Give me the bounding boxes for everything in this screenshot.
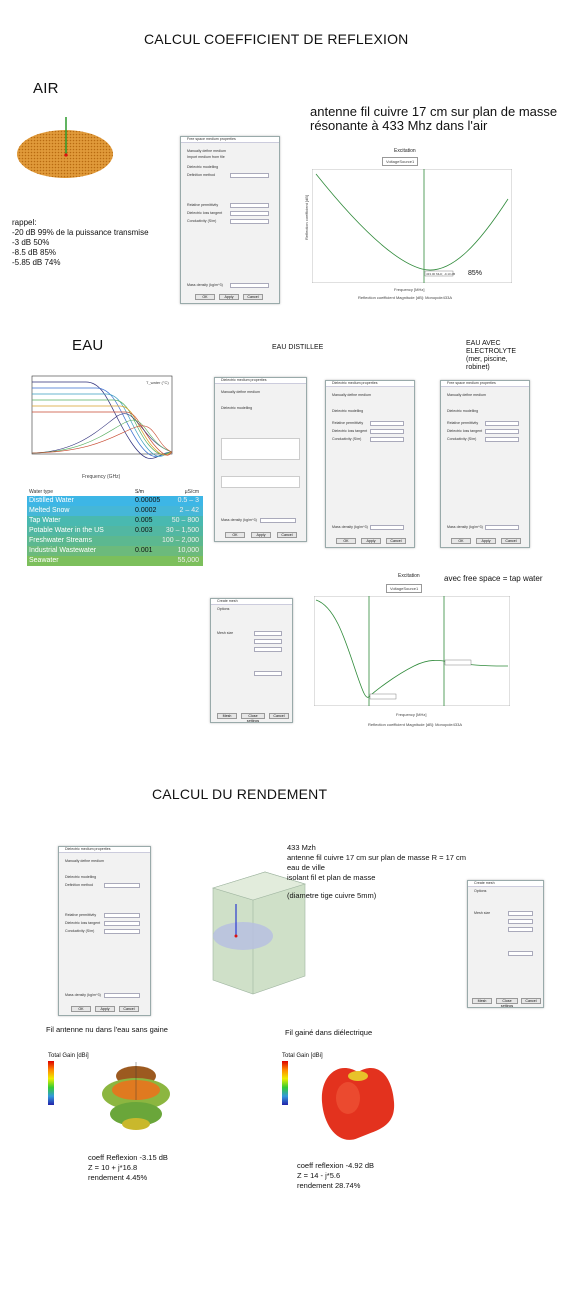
legend-title: Total Gain [dBi] <box>282 1053 323 1059</box>
electrolyte-dialog[interactable] <box>440 380 530 548</box>
tab-dielectric[interactable]: Dielectric modelling <box>187 165 219 169</box>
result-line: rendement 28.74% <box>297 1181 361 1190</box>
permittivity-input[interactable] <box>104 913 140 918</box>
cell-name: Freshwater Streams <box>29 537 93 544</box>
massdensity-input[interactable] <box>370 525 404 530</box>
cell-us: 100 – 2,000 <box>162 537 199 544</box>
wire-radius-input[interactable] <box>508 951 533 956</box>
result-line: coeff Reflexion -3.15 dB <box>88 1153 168 1162</box>
cancel-button[interactable]: Cancel <box>119 1006 139 1012</box>
radio-manual[interactable]: Manually define medium <box>65 859 104 863</box>
permittivity-label: Relative permittivity <box>332 421 364 425</box>
desc-line <box>287 883 466 891</box>
desc-line: 433 Mzh <box>287 843 316 852</box>
air-heading-2: résonante à 433 Mhz dans l'air <box>310 118 488 133</box>
ok-button[interactable]: OK <box>451 538 471 544</box>
cell-name: Industrial Wastewater <box>29 547 97 554</box>
distilled-dialog[interactable] <box>214 377 307 542</box>
tab-dielectric[interactable]: Dielectric modelling <box>332 409 364 413</box>
air-medium-dialog[interactable] <box>180 136 280 304</box>
conductivity-input[interactable] <box>485 437 519 442</box>
massdensity-label: Mass density (kg/m^3) <box>187 283 223 287</box>
cell-sm: 0.005 <box>135 517 153 524</box>
loss-input[interactable] <box>104 921 140 926</box>
conductivity-input[interactable] <box>104 929 140 934</box>
tab-dielectric[interactable]: Dielectric modelling <box>447 409 479 413</box>
table-row <box>27 546 203 556</box>
rendement-description <box>287 843 466 901</box>
cancel-button[interactable]: Cancel <box>521 998 541 1004</box>
left-results <box>88 1153 168 1183</box>
massdensity-input[interactable] <box>230 283 269 288</box>
tab-dielectric[interactable]: Dielectric modelling <box>221 406 253 410</box>
plot-title: Excitation <box>398 573 420 579</box>
loss-label: Dielectric loss tangent <box>332 429 368 433</box>
permittivity-input[interactable] <box>370 421 404 426</box>
massdensity-label: Mass density (kg/m^3) <box>447 525 483 529</box>
graph-x-label: Frequency (GHz) <box>82 474 121 480</box>
marker-label: 433.00 MHz; -9.10 dB <box>426 272 456 276</box>
header-cell: S/m <box>135 489 144 495</box>
cancel-button[interactable]: Cancel <box>277 532 297 538</box>
conductivity-label: Conductivity (S/m) <box>65 929 95 933</box>
permittivity-graph <box>16 372 176 484</box>
rendement-medium-dialog[interactable] <box>58 846 151 1016</box>
edge-length-input[interactable] <box>254 639 282 644</box>
apply-button[interactable]: Apply <box>361 538 381 544</box>
desc-line: antenne fil cuivre 17 cm sur plan de masse R = 17 cm <box>287 853 467 862</box>
radio-manual[interactable]: Manually define medium <box>447 393 486 397</box>
apply-button[interactable]: Apply <box>476 538 496 544</box>
conductivity-input[interactable] <box>370 437 404 442</box>
massdensity-input[interactable] <box>260 518 296 523</box>
section-eau-title: EAU <box>72 337 104 354</box>
dialog-title: Free space medium properties <box>441 381 529 387</box>
massdensity-label: Mass density (kg/m^3) <box>332 525 368 529</box>
table-row <box>27 516 203 526</box>
percent-label: 85% <box>468 270 483 277</box>
result-line: rendement 4.45% <box>88 1173 148 1182</box>
air-heading-1: antenne fil cuivre 17 cm sur plan de masse <box>310 104 558 119</box>
permittivity-label: Relative permittivity <box>65 913 97 917</box>
rappel-block <box>12 218 149 268</box>
cancel-button[interactable]: Cancel <box>243 294 263 300</box>
loss-input[interactable] <box>485 429 519 434</box>
cancel-button[interactable]: Cancel <box>386 538 406 544</box>
apply-button[interactable]: Apply <box>95 1006 115 1012</box>
plot-caption: Reflection coefficient Magnitude [dB]: Monopole433A <box>368 722 462 727</box>
plot-legend: VoltageSource1 <box>382 157 418 166</box>
cell-us: 55,000 <box>177 557 199 564</box>
dialog-title: Create mesh <box>468 881 543 887</box>
table-row <box>27 506 203 516</box>
radio-manual[interactable]: Manually define medium <box>221 390 260 394</box>
water-conductivity-table <box>27 488 203 566</box>
tab-options[interactable]: Options <box>217 607 230 611</box>
edge-length-input[interactable] <box>508 919 533 924</box>
dialog-title: Free space medium properties <box>181 137 279 143</box>
freespace-note: avec free space = tap water <box>444 574 543 583</box>
ok-button[interactable]: OK <box>71 1006 91 1012</box>
permittivity-label: Relative permittivity <box>187 203 219 207</box>
permittivity-label: Relative permittivity <box>447 421 479 425</box>
loss-label: Dielectric loss tangent <box>187 211 223 215</box>
conductivity-label: Conductivity (S/m) <box>332 437 362 441</box>
cell-us: 50 – 800 <box>171 517 199 524</box>
rappel-line: -3 dB 50% <box>12 238 50 247</box>
left-gain-legend <box>48 1053 89 1105</box>
eau-reflection-plot <box>296 570 516 730</box>
header-cell: Water type <box>29 489 53 495</box>
right-gain-legend <box>282 1053 323 1105</box>
cell-us: 0.5 – 3 <box>177 497 199 504</box>
mesh-size-select[interactable] <box>254 631 282 636</box>
mesh-button[interactable]: Mesh <box>217 713 237 719</box>
cancel-button[interactable]: Cancel <box>269 713 289 719</box>
table-row <box>27 496 203 506</box>
dialog-title: Dielectric medium properties <box>326 381 414 387</box>
conductivity-input[interactable] <box>230 219 269 224</box>
cell-sm: 0.0002 <box>135 507 157 514</box>
cell-sm: 0.00005 <box>135 497 161 504</box>
conductivity-label: Conductivity (S/m) <box>447 437 477 441</box>
right-radiation-pattern <box>318 1058 398 1148</box>
electrolyte-line: EAU AVEC <box>466 340 501 347</box>
massdensity-label: Mass density (kg/m^3) <box>65 993 101 997</box>
header-cell: µS/cm <box>184 489 199 495</box>
right-results <box>297 1161 374 1191</box>
rendement-mesh-dialog[interactable] <box>467 880 544 1008</box>
apply-button[interactable]: Apply <box>219 294 239 300</box>
rappel-line: -20 dB 99% de la puissance transmise <box>12 228 149 237</box>
desc-line: eau de ville <box>287 863 325 872</box>
loss-label: Dielectric loss tangent <box>65 921 101 925</box>
cell-name: Distilled Water <box>29 497 74 504</box>
legend-title: Total Gain [dBi] <box>48 1053 89 1059</box>
electrolyte-line: (mer, piscine, <box>466 356 508 363</box>
mesh-button[interactable]: Mesh <box>472 998 492 1004</box>
cell-name: Melted Snow <box>29 507 70 514</box>
loss-label: Dielectric loss tangent <box>447 429 483 433</box>
dialog-title: Create mesh <box>211 599 292 605</box>
result-line: Z = 10 + j*16.8 <box>88 1163 138 1172</box>
ok-button[interactable]: OK <box>195 294 215 300</box>
plot-legend: VoltageSource1 <box>386 584 422 593</box>
close-settings-button[interactable]: Close settings <box>496 998 518 1004</box>
wire-length-input[interactable] <box>254 647 282 652</box>
cell-name: Seawater <box>29 557 59 564</box>
table-row <box>27 536 203 546</box>
right-pattern-label: Fil gainé dans diélectrique <box>285 1028 373 1037</box>
loss-input[interactable] <box>370 429 404 434</box>
section-air-title: AIR <box>33 80 59 97</box>
mesh-size-label: Mesh size <box>217 631 234 635</box>
rappel-line: rappel: <box>12 218 37 227</box>
massdensity-input[interactable] <box>104 993 140 998</box>
electrolyte-line: robinet) <box>466 364 490 371</box>
conductivity-label: Conductivity (S/m) <box>187 219 217 223</box>
radio-manual[interactable]: Manually define medium <box>332 393 371 397</box>
rappel-line: -5.85 dB 74% <box>12 258 61 267</box>
dispersion-graph <box>221 438 300 460</box>
wire-radius-input[interactable] <box>254 671 282 676</box>
points-table[interactable] <box>221 476 300 488</box>
table-row <box>27 526 203 536</box>
label-electrolyte <box>466 340 516 372</box>
loss-input[interactable] <box>230 211 269 216</box>
plot-caption: Reflection coefficient Magnitude [dB]: Monopole433A <box>358 295 452 300</box>
electrolyte-line: ELECTROLYTE <box>466 348 517 355</box>
desc-line: (diametre tige cuivre 5mm) <box>287 891 377 900</box>
cell-name: Potable Water in the US <box>29 527 104 534</box>
y-axis-label: Reflection coefficient [dB] <box>304 194 310 241</box>
table-header <box>27 488 203 496</box>
massdensity-input[interactable] <box>485 525 519 530</box>
permittivity-input[interactable] <box>485 421 519 426</box>
defmethod-label: Definition method <box>65 883 93 887</box>
radio-import[interactable]: Import medium from file <box>187 155 225 159</box>
x-axis-label: Frequency [MHz] <box>394 287 425 292</box>
ok-button[interactable]: OK <box>336 538 356 544</box>
permittivity-input[interactable] <box>230 203 269 208</box>
dialog-title: Dielectric medium properties <box>215 378 306 384</box>
mesh-size-select[interactable] <box>508 911 533 916</box>
label-distillee: EAU DISTILLEE <box>272 344 324 351</box>
tab-dielectric[interactable]: Dielectric modelling <box>65 875 97 879</box>
defmethod-label: Definition method <box>187 173 215 177</box>
air-reflection-plot <box>298 145 518 305</box>
cell-name: Tap Water <box>29 517 61 524</box>
result-line: coeff reflexion -4.92 dB <box>297 1161 374 1170</box>
tapwater-dialog[interactable] <box>325 380 415 548</box>
mesh-dialog[interactable] <box>210 598 293 723</box>
tab-options[interactable]: Options <box>474 889 487 893</box>
mesh-size-label: Mesh size <box>474 911 491 915</box>
wire-length-input[interactable] <box>508 927 533 932</box>
dialog-title: Dielectric medium properties <box>59 847 150 853</box>
table-row <box>27 556 203 566</box>
apply-button[interactable]: Apply <box>251 532 271 538</box>
cell-us: 2 – 42 <box>179 507 199 514</box>
defmethod-select[interactable] <box>104 883 140 888</box>
close-settings-button[interactable]: Close settings <box>241 713 265 719</box>
radio-manual[interactable]: Manually define medium <box>187 149 226 153</box>
left-pattern-label: Fil antenne nu dans l'eau sans gaine <box>46 1025 168 1034</box>
cell-sm: 0.003 <box>135 527 153 534</box>
plot-title: Excitation <box>394 148 416 154</box>
cell-us: 10,000 <box>177 547 199 554</box>
air-antenna-model <box>15 112 115 182</box>
ok-button[interactable]: OK <box>225 532 245 538</box>
result-line: Z = 14 - j*5.6 <box>297 1171 341 1180</box>
cell-sm: 0.001 <box>135 547 153 554</box>
page-title: CALCUL COEFFICIENT DE REFLEXION <box>144 31 409 47</box>
massdensity-label: Mass density (kg/m^3) <box>221 518 257 522</box>
rappel-line: -8.5 dB 85% <box>12 248 57 257</box>
x-axis-label: Frequency [MHz] <box>396 712 427 717</box>
defmethod-select[interactable] <box>230 173 269 178</box>
cell-us: 30 – 1,500 <box>165 527 199 534</box>
left-radiation-pattern <box>90 1060 180 1140</box>
desc-line: isolant fil et plan de masse <box>287 873 376 882</box>
cancel-button[interactable]: Cancel <box>501 538 521 544</box>
section-rendement-title: CALCUL DU RENDEMENT <box>152 786 328 802</box>
graph-legend-title: T_water (°C) <box>146 380 169 385</box>
